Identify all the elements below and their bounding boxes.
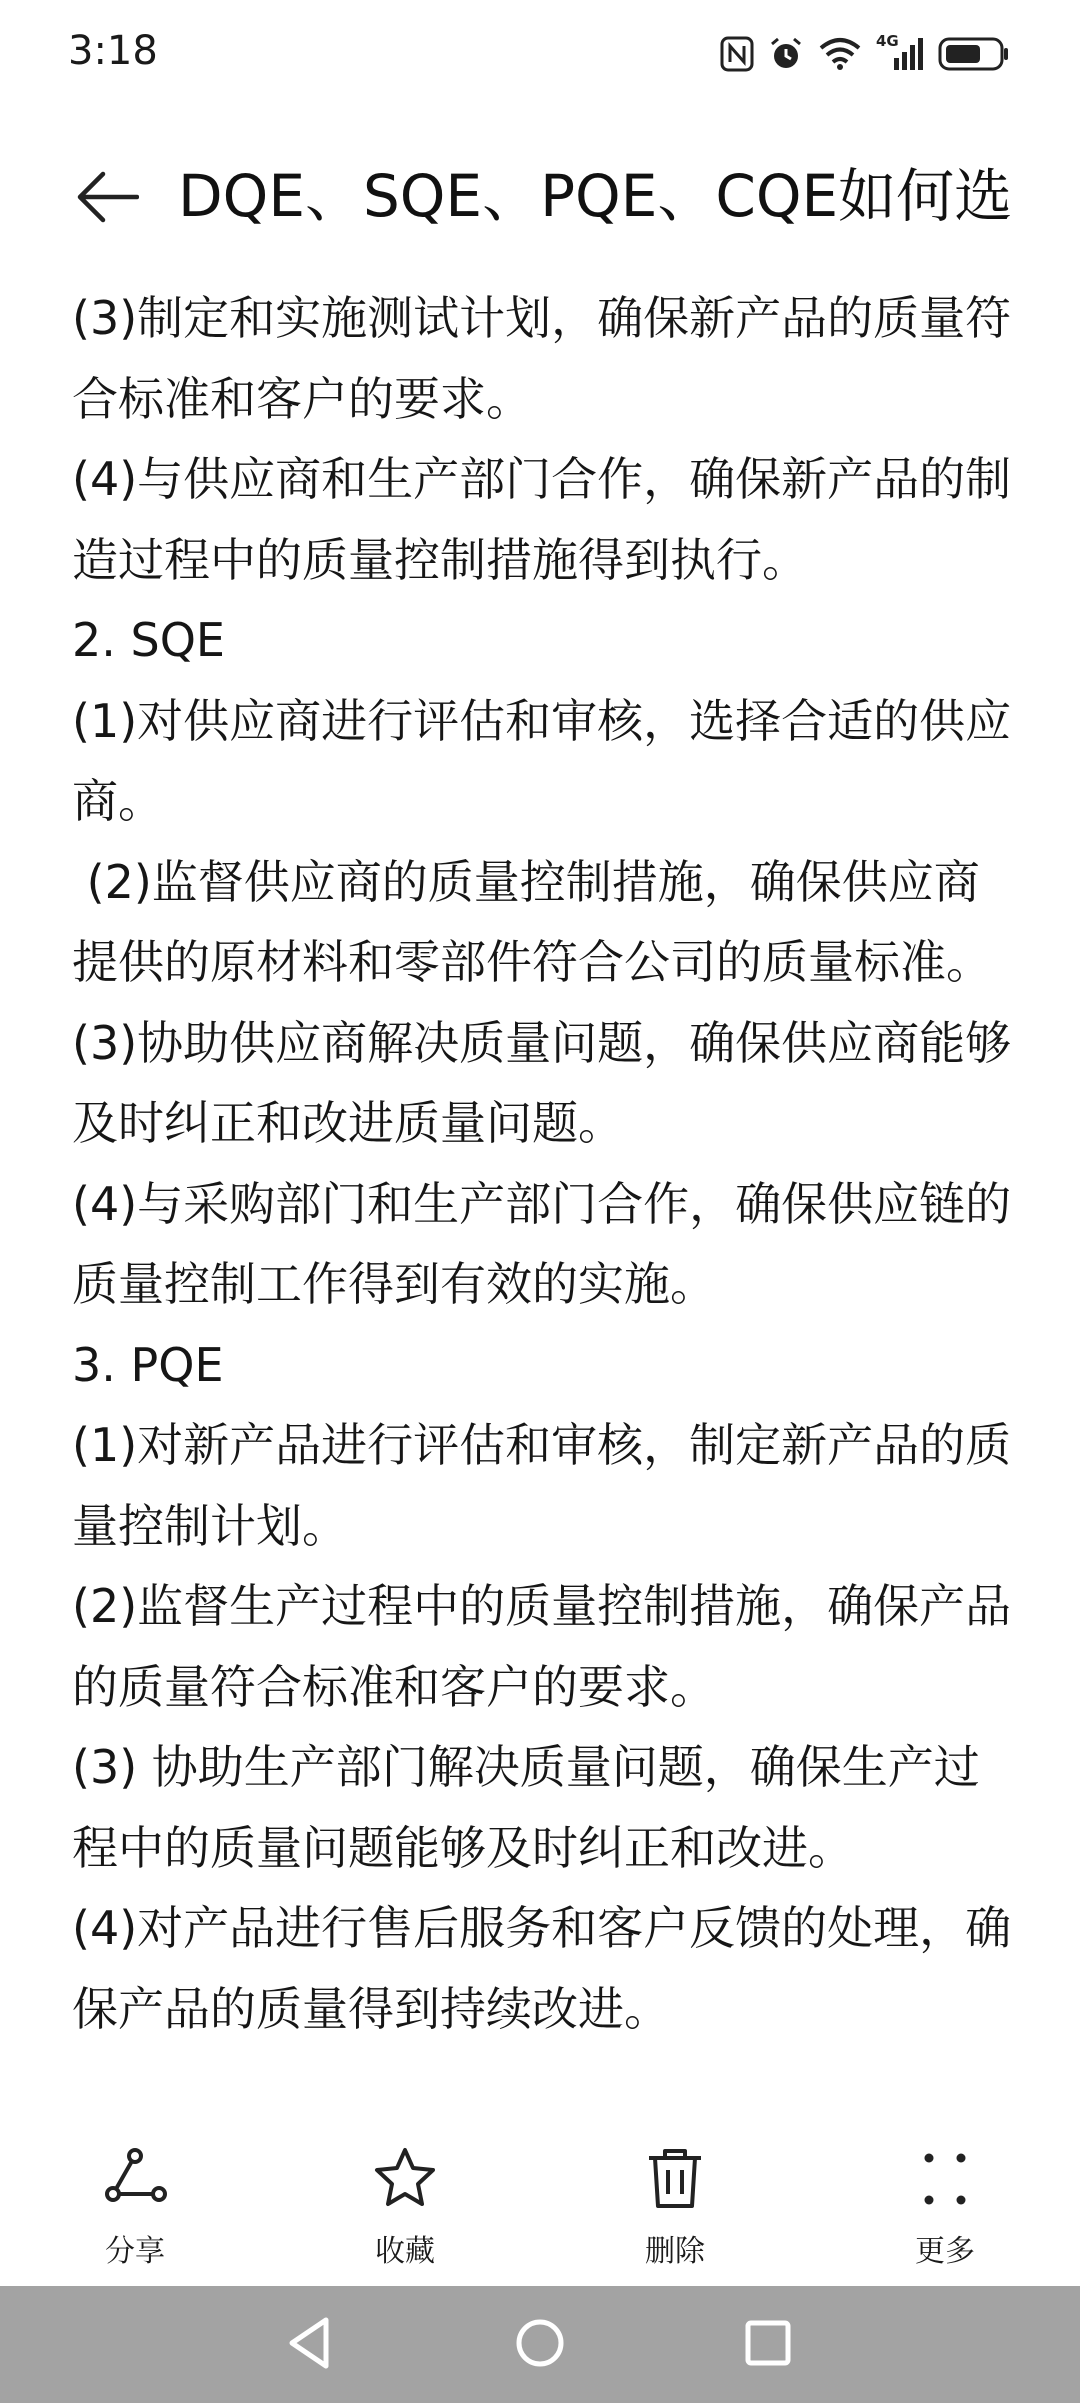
status-icons: [720, 34, 1010, 74]
more-button[interactable]: [810, 2118, 1080, 2286]
more-dots-icon: [911, 2144, 979, 2212]
app-header: [0, 112, 1080, 278]
recents-nav-icon: [742, 2317, 794, 2369]
back-button[interactable]: [72, 162, 142, 232]
content-line: (4)与供应商和生产部门合作，确保新产品的制造过程中的质量控制措施得到执行。: [72, 452, 1012, 587]
content-line: 2. SQE: [72, 613, 225, 667]
nav-home-button[interactable]: [505, 2308, 575, 2378]
nav-recents-button[interactable]: [733, 2308, 803, 2378]
system-nav-bar: [0, 2286, 1080, 2403]
favorite-button[interactable]: [270, 2118, 540, 2286]
delete-button[interactable]: [540, 2118, 810, 2286]
signal-icon: [876, 32, 924, 72]
arrow-left-icon: [75, 170, 139, 224]
back-nav-icon: [284, 2315, 334, 2371]
battery-icon: [938, 36, 1010, 72]
content-line: (3)制定和实施测试计划，确保新产品的质量符合标准和客户的要求。: [72, 291, 1012, 426]
more-label: 更多: [915, 2234, 975, 2269]
home-nav-icon: [512, 2315, 568, 2371]
content-line: (2)监督供应商的质量控制措施，确保供应商提供的原材料和零部件符合公司的质量标准。: [72, 854, 992, 989]
bottom-toolbar: [0, 2118, 1080, 2286]
content-line: 3. PQE: [72, 1337, 224, 1392]
nav-back-button[interactable]: [274, 2308, 344, 2378]
content-line: (3) 协助生产部门解决质量问题，确保生产过程中的质量问题能够及时纠正和改进。: [72, 1740, 980, 1875]
trash-icon: [641, 2144, 709, 2212]
status-bar: [0, 0, 1080, 112]
page-title: DQE、SQE、PQE、CQE如何选: [178, 162, 1013, 230]
content-line: (1)对新产品进行评估和审核，制定新产品的质量控制计划。: [72, 1418, 1012, 1553]
content-line: (4)与采购部门和生产部门合作，确保供应链的质量控制工作得到有效的实施。: [72, 1176, 1012, 1311]
share-icon: [101, 2144, 169, 2212]
star-icon: [371, 2144, 439, 2212]
alarm-icon: [768, 36, 804, 72]
content-line: (1)对供应商进行评估和审核，选择合适的供应商。: [72, 693, 1012, 828]
status-time: 3:18: [68, 28, 158, 74]
wifi-icon: [818, 37, 862, 71]
article-content: [72, 278, 1022, 2118]
share-button[interactable]: [0, 2118, 270, 2286]
content-line: (2)监督生产过程中的质量控制措施，确保产品的质量符合标准和客户的要求。: [72, 1579, 1012, 1714]
content-line: (3)协助供应商解决质量问题，确保供应商能够及时纠正和改进质量问题。: [72, 1015, 1012, 1150]
nfc-icon: [720, 36, 754, 72]
share-label: 分享: [105, 2234, 165, 2269]
network-type-label: 4G: [876, 32, 899, 50]
delete-label: 删除: [645, 2234, 705, 2269]
content-line: (4)对产品进行售后服务和客户反馈的处理，确保产品的质量得到持续改进。: [72, 1901, 1012, 2036]
favorite-label: 收藏: [375, 2234, 435, 2269]
